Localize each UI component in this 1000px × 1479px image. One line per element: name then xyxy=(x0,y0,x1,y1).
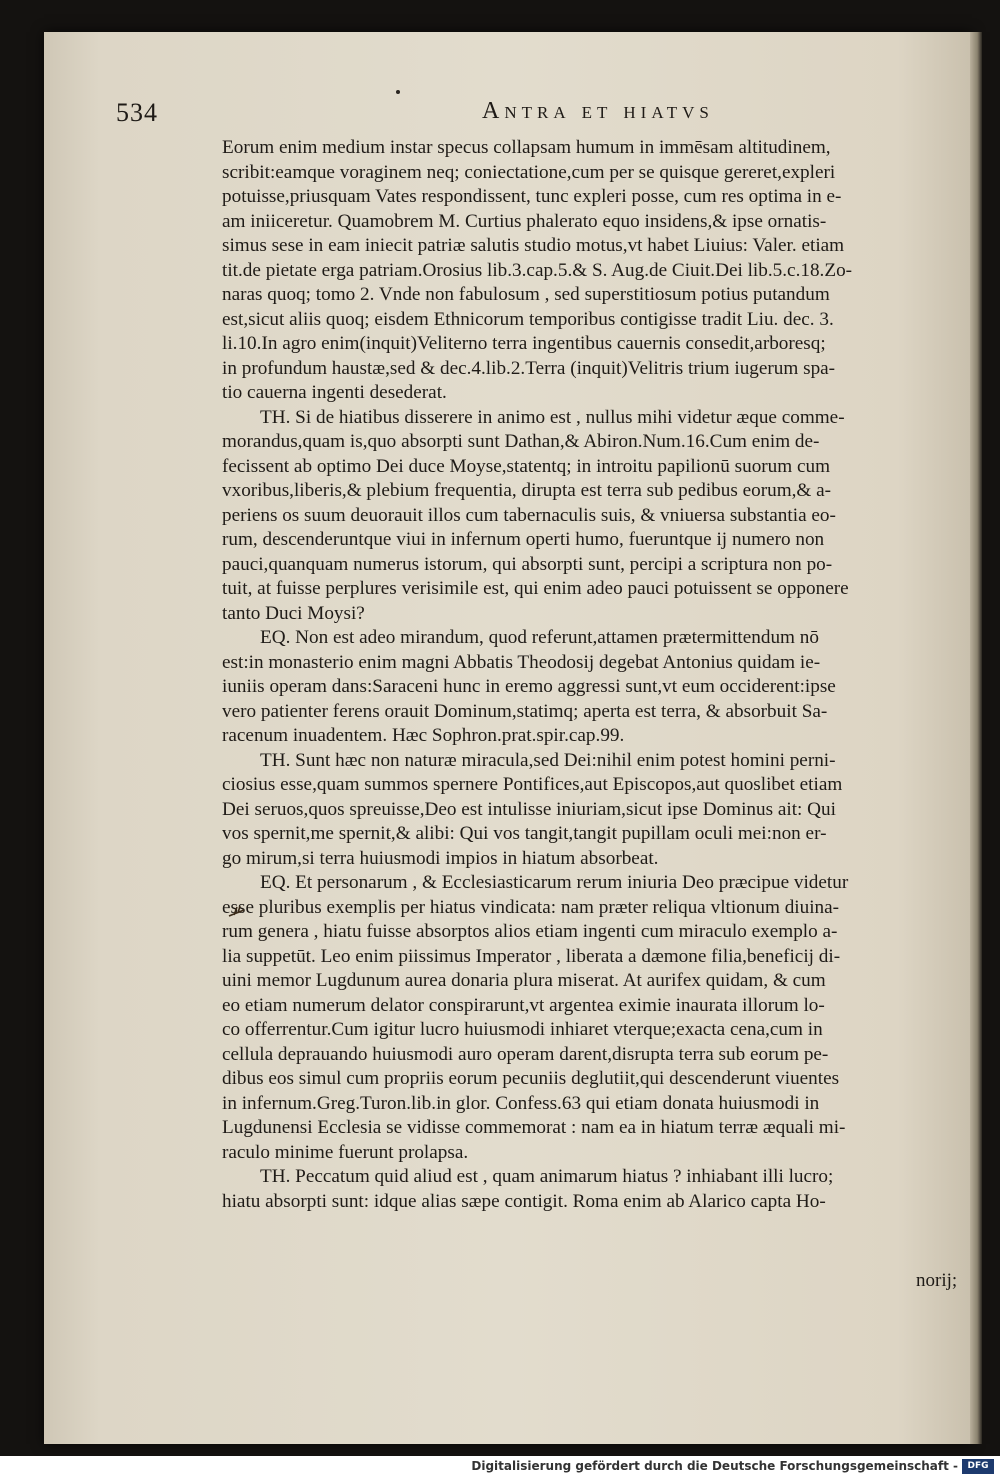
text-line: est:in monasterio enim magni Abbatis Theodosij degebat Antonius quidam ie- xyxy=(222,651,821,673)
text-line: tit.de pietate erga patriam.Orosius lib.3.cap.5.& S. Aug.de Ciuit.Dei lib.5.c.18.Zo- xyxy=(222,259,853,281)
text-line: Lugdunensi Ecclesia se vidisse commemorat : nam ea in hiatum terræ æquali mi- xyxy=(222,1117,846,1138)
pointing-hand-icon xyxy=(228,905,268,919)
text-line: racenum inuadentem. Hæc Sophron.prat.spir.cap.99. xyxy=(222,725,625,746)
text-line: hiatu absorpti sunt: idque alias sæpe contigit. Roma enim ab Alarico capta Ho- xyxy=(222,1190,826,1212)
paragraph xyxy=(222,626,964,749)
text-line: in profundum haustæ,sed & dec.4.lib.2.Terra (inquit)Velitris trium iugerum spa- xyxy=(222,357,836,379)
paragraph xyxy=(222,406,964,627)
text-line: est,sicut aliis quoq; eisdem Ethnicorum temporibus contigisse tradit Liu. dec. 3. xyxy=(222,308,834,330)
text-line: vero patienter ferens orauit Dominum,statimq; aperta est terra, & absorbuit Sa- xyxy=(222,700,828,722)
funding-notice: Digitalisierung gefördert durch die Deutsche Forschungsgemeinschaft - xyxy=(471,1459,958,1473)
text-line: EQ. Non est adeo mirandum, quod referunt,attamen prætermittendum nō xyxy=(260,627,819,648)
paragraph xyxy=(222,1165,964,1214)
text-line: esse pluribus exemplis per hiatus vindicata: nam præter reliqua vltionum diuina- xyxy=(222,896,840,918)
text-line: dibus eos simul cum propriis eorum pecuniis deglutiit,qui descenderunt viuentes xyxy=(222,1068,840,1089)
text-line: in infernum.Greg.Turon.lib.in glor. Confess.63 qui etiam donata huiusmodi in xyxy=(222,1092,820,1114)
text-line: scribit:eamque voraginem neq; coniectatione,cum per se quisque gereret,expleri xyxy=(222,161,836,183)
text-line: EQ. Et personarum , & Ecclesiasticarum rerum iniuria Deo præcipue videtur xyxy=(260,872,849,893)
text-line: iuniis operam dans:Saraceni hunc in eremo aggressi sunt,vt eum occiderent:ipse xyxy=(222,676,836,697)
page-number: 534 xyxy=(116,98,158,127)
text-line: tanto Duci Moysi? xyxy=(222,602,365,624)
text-line: uini memor Lugdunum aurea donaria plura miserat. At aurifex quidam, & cum xyxy=(222,970,826,991)
text-line: lia suppetūt. Leo enim piissimus Imperator , liberata a dæmone filia,beneficij di- xyxy=(222,945,841,967)
text-line: TH. Sunt hæc non naturæ miracula,sed Dei:nihil enim potest homini perni- xyxy=(260,749,836,771)
text-line: go mirum,si terra huiusmodi impios in hiatum absorbeat. xyxy=(222,847,659,869)
text-line: co offerrentur.Cum igitur lucro huiusmodi inhiaret vterque;exacta cena,cum in xyxy=(222,1019,823,1040)
text-line: pauci,quanquam numerus istorum, qui absorpti sunt, percipi a scriptura non po- xyxy=(222,553,833,575)
text-line: naras quoq; tomo 2. Vnde non fabulosum , sed superstitiosum potius putandum xyxy=(222,284,830,305)
paragraph xyxy=(222,136,964,406)
ink-dot xyxy=(396,90,400,94)
paragraph xyxy=(222,871,964,1165)
text-line: morandus,quam is,quo absorpti sunt Dathan,& Abiron.Num.16.Cum enim de- xyxy=(222,431,820,452)
dfg-logo: DFG xyxy=(962,1459,994,1474)
text-line: rum genera , hiatu fuisse absorptos alios etiam ingenti cum miraculo exemplo a- xyxy=(222,921,838,942)
text-line: ciosius esse,quam summos spernere Pontifices,aut Episcopos,aut quoslibet etiam xyxy=(222,774,843,795)
text-line: TH. Peccatum quid aliud est , quam animarum hiatus ? inhiabant illi lucro; xyxy=(260,1166,834,1187)
footer-bar xyxy=(0,1456,1000,1479)
paragraph xyxy=(222,749,964,872)
running-head: Antra et hiatvs xyxy=(482,98,714,124)
text-line: Eorum enim medium instar specus collapsam humum in immēsam altitudinem, xyxy=(222,137,831,158)
body-text xyxy=(222,136,964,1214)
text-line: rum, descenderuntque viui in infernum operti humo, fueruntque ij numero non xyxy=(222,529,825,550)
text-line: eo etiam numerum delator conspirarunt,vt argentea eximie inaurata illorum lo- xyxy=(222,994,825,1016)
text-line: vos spernit,me spernit,& alibi: Qui vos tangit,tangit pupillam oculi mei:non er- xyxy=(222,823,827,844)
text-line: Dei seruos,quos spreuisse,Deo est intulisse iniuriam,sicut ipse Dominus ait: Qui xyxy=(222,798,836,820)
text-line: simus sese in eam iniecit patriæ salutis studio motus,vt habet Liuius: Valer. etiam xyxy=(222,235,845,256)
text-line: tuit, at fuisse perplures verisimile est, qui enim adeo pauci potuissent se opponere xyxy=(222,578,849,599)
text-line: TH. Si de hiatibus disserere in animo est , nullus mihi videtur æque comme- xyxy=(260,406,845,428)
text-line: cellula deprauando huiusmodi auro operam darent,disrupta terra sub eorum pe- xyxy=(222,1043,829,1065)
text-line: periens os suum deuorauit illos cum tabernaculis suis, & vniuersa substantia eo- xyxy=(222,504,836,526)
text-line: raculo minime fuerunt prolapsa. xyxy=(222,1141,469,1163)
text-line: fecissent ab optimo Dei duce Moyse,statentq; in introitu papilionū suorum cum xyxy=(222,455,831,477)
text-line: vxoribus,liberis,& plebium frequentia, dirupta est terra sub pedibus eorum,& a- xyxy=(222,480,832,501)
text-line: tio cauerna ingenti desederat. xyxy=(222,382,447,403)
catchword: norij; xyxy=(916,1270,958,1291)
text-line: li.10.In agro enim(inquit)Veliterno terra ingentibus cauernis consedit,arboresq; xyxy=(222,333,826,354)
text-line: am iniiceretur. Quamobrem M. Curtius phalerato equo insidens,& ipse ornatis- xyxy=(222,210,827,232)
text-line: potuisse,priusquam Vates respondissent, tunc expleri posse, cum res optima in e- xyxy=(222,186,842,207)
page-header xyxy=(70,98,966,134)
